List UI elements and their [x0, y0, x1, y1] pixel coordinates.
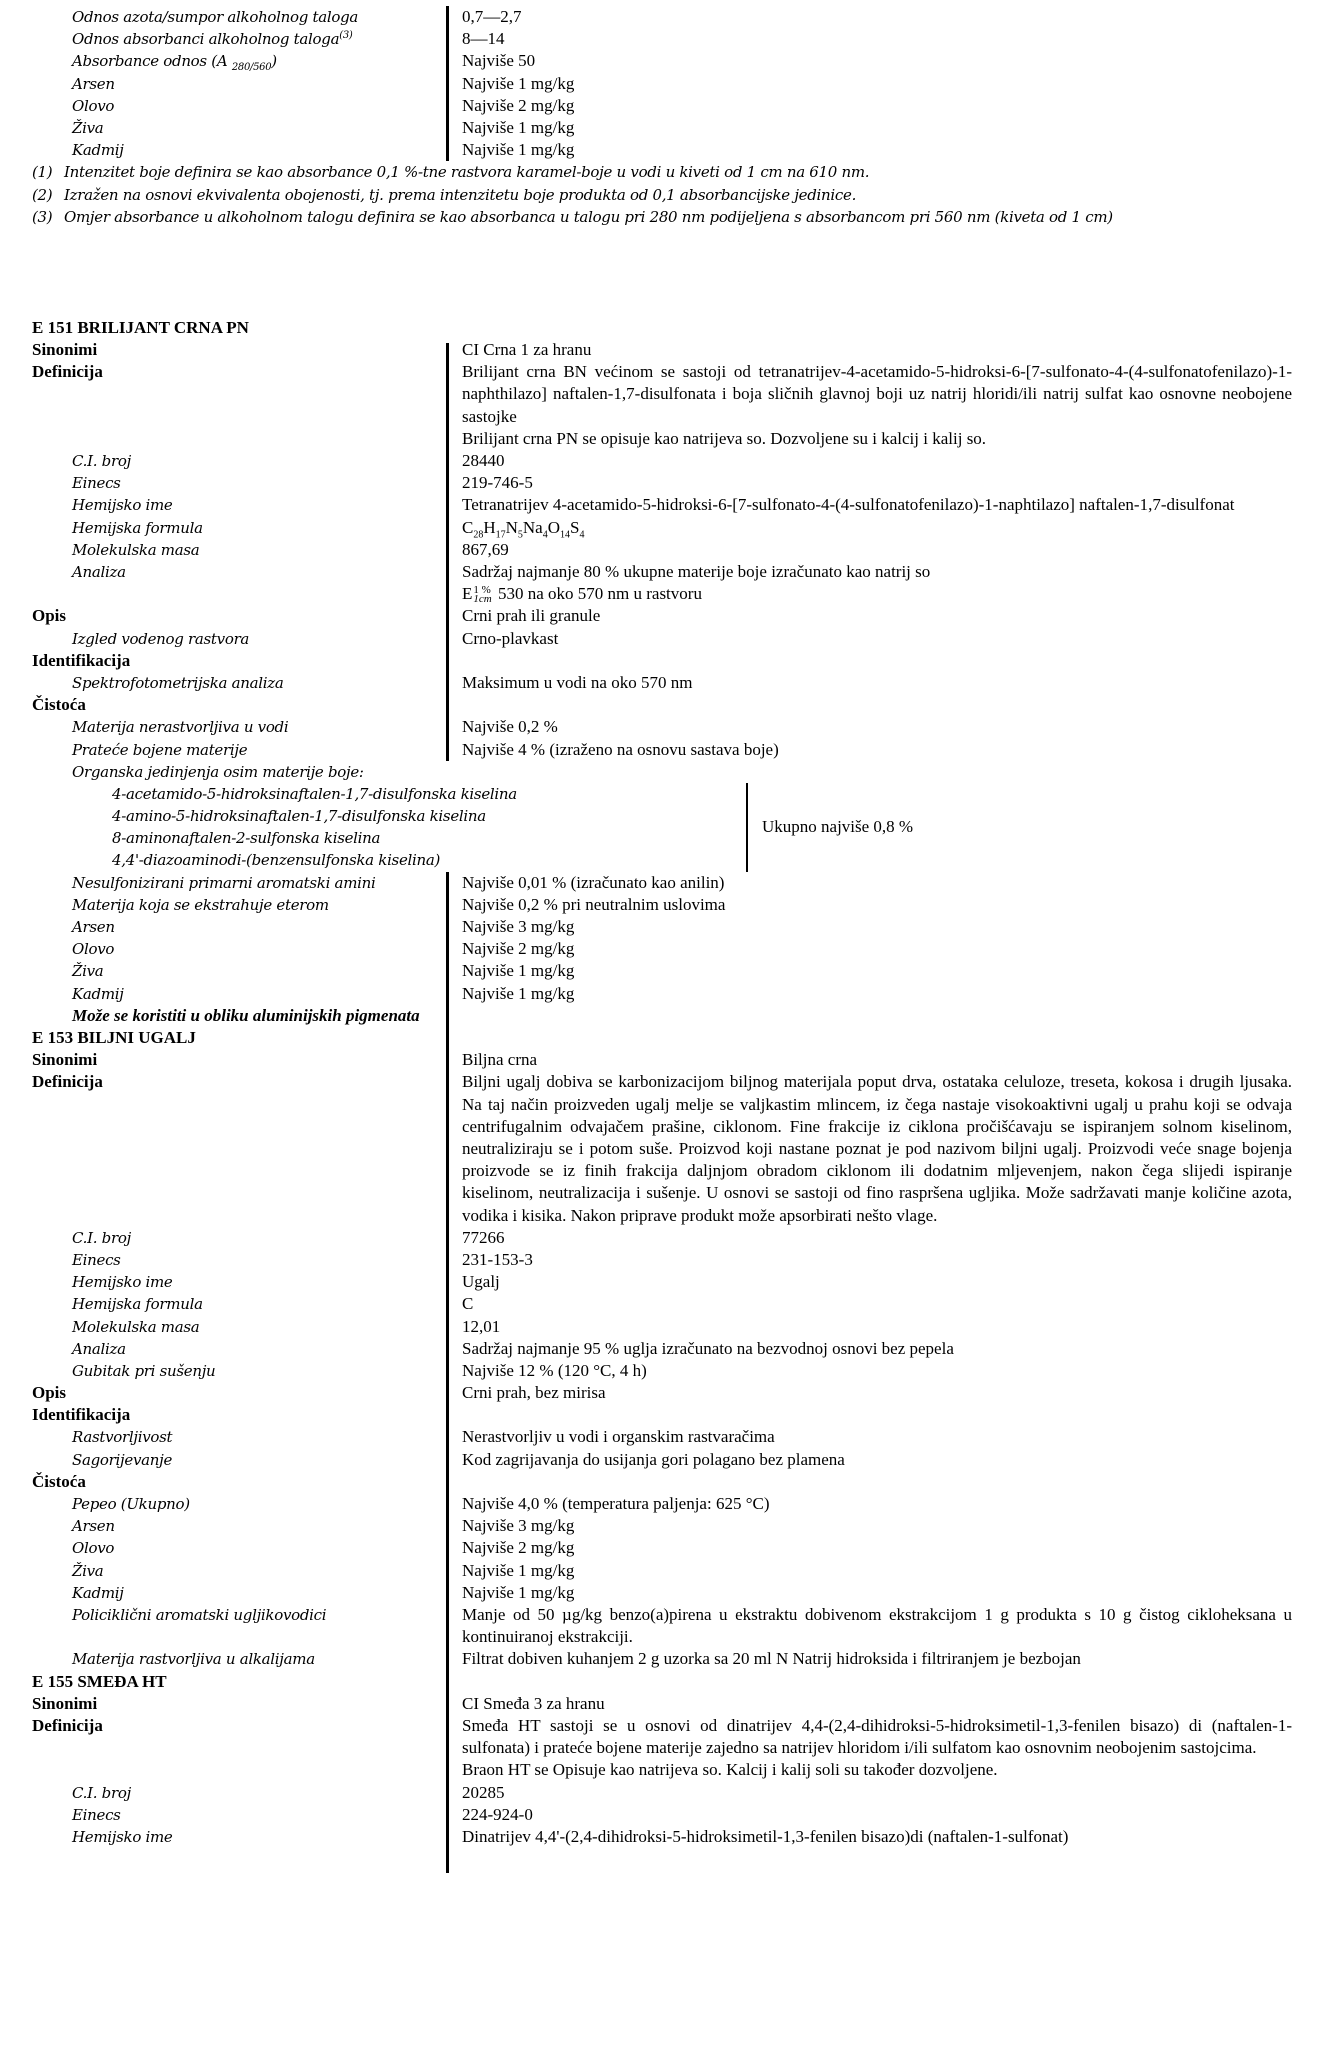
spec-row [0, 1271, 1340, 1293]
spec-value: Brilijant crna PN se opisuje kao natrijeva so. Dozvoljene su i kalcij i kalij so. [462, 428, 987, 448]
spec-label: Kadmij [72, 141, 124, 160]
spec-label: Einecs [72, 1250, 121, 1269]
spec-label: Identifikacija [32, 650, 131, 670]
spec-label: Olovo [72, 1539, 115, 1558]
spec-label: Einecs [72, 1805, 121, 1824]
spec-label: Hemijska formula [72, 1295, 203, 1314]
spec-value: Crni prah ili granule [462, 606, 601, 626]
spec-value: Najviše 4 % (izraženo na osnovu sastava boje) [462, 739, 779, 759]
spec-label: Sagorijevanje [72, 1450, 173, 1469]
spec-value: Maksimum u vodi na oko 570 nm [462, 672, 693, 692]
spec-row [0, 1582, 1340, 1604]
spec-label: Arsen [72, 74, 115, 93]
spec-label: Odnos absorbanci alkoholnog taloga$^{(3)}$ [72, 30, 353, 49]
footnotes [0, 161, 1340, 228]
spec-label: Čistoća [32, 1471, 86, 1491]
spec-value: Najviše 2 mg/kg [462, 95, 575, 115]
formula-subscript: 17 [495, 529, 506, 541]
spec-label: Pepeo (Ukupno) [72, 1495, 190, 1514]
spec-label: Olovo [72, 940, 115, 959]
footnote: (1) Intenzitet boje definira se kao absorbance 0,1 %-tne rastvora karamel-boje u vodi u kiveti od 1 cm na 610 nm. [32, 163, 870, 182]
footnote: (2) Izražen na osnovi ekvivalenta obojenosti, tj. prema intenzitetu boje produkta od 0,1 absorbancijske jedinice. [32, 185, 857, 204]
spec-row [0, 117, 1340, 139]
spec-label: Olovo [72, 96, 115, 115]
spec-value: Najviše 4,0 % (temperatura paljenja: 625 °C) [462, 1494, 770, 1514]
spec-label: Opis [32, 1383, 67, 1403]
spec-label: Opis [32, 606, 67, 626]
spec-value: Sadržaj najmanje 80 % ukupne materije boje izračunato kao natrij so [462, 562, 931, 582]
spec-label: C.I. broj [72, 1783, 131, 1802]
spec-row [0, 983, 1340, 1005]
spec-label: Analiza [72, 1339, 126, 1358]
spec-value: Kod zagrijavanja do usijanja gori polagano bez plamena [462, 1449, 845, 1469]
spec-value: Braon HT se Opisuje kao natrijeva so. Kalcij i kalij soli su također dozvoljene. [462, 1760, 998, 1780]
formula-subscript: 28 [473, 529, 484, 541]
spec-value: Sadržaj najmanje 95 % uglja izračunato na bezvodnoj osnovi bez pepela [462, 1338, 954, 1358]
section-e151 [0, 317, 1340, 1027]
spec-row [0, 95, 1340, 117]
spec-value: Biljna crna [462, 1050, 538, 1070]
spec-value: Najviše 12 % (120 °C, 4 h) [462, 1360, 647, 1380]
spec-label: Molekulska masa [72, 1317, 200, 1336]
spec-row [0, 139, 1340, 161]
spec-row [0, 561, 1340, 605]
spec-label: Absorbance odnos (A $_{280/560}$) [72, 52, 277, 74]
compound-item: 4-amino-5-hidroksinaftalen-1,7-disulfonska kiselina [112, 807, 486, 826]
spec-row [0, 1515, 1340, 1537]
spec-row [0, 739, 1340, 761]
spec-label: Organska jedinjenja osim materije boje: [72, 762, 364, 781]
spec-row [0, 450, 1340, 472]
spec-row [0, 1715, 1340, 1782]
spec-row [0, 1382, 1340, 1404]
spec-label: Definicija [32, 362, 103, 382]
spec-row [0, 1471, 1340, 1493]
spec-row [0, 1426, 1340, 1448]
spec-value: Ugalj [462, 1272, 500, 1292]
top-spec-block [0, 6, 1340, 161]
section-title: E 155 SMEĐA HT [32, 1671, 167, 1691]
spec-row [0, 1693, 1340, 1715]
spec-row [0, 872, 1340, 894]
spec-label: Identifikacija [32, 1405, 131, 1425]
spec-label: Definicija [32, 1715, 103, 1735]
spec-value: 0,7—2,7 [462, 7, 522, 26]
spec-value: E 1 % 1cm 530 na oko 570 nm u rastvoru [462, 584, 702, 606]
spec-row [0, 938, 1340, 960]
spec-label: Gubitak pri sušenju [72, 1361, 216, 1380]
spec-row [0, 1316, 1340, 1338]
spec-value: Manje od 50 µg/kg benzo(a)pirena u ekstraktu dobivenom ekstrakcijom 1 g produkta s 10 g čistog cikloheksana u kontinuiranoj ekstrakciji. [462, 1604, 1292, 1647]
spec-row [0, 960, 1340, 982]
spec-label: Kadmij [72, 984, 124, 1003]
pigment-note: Može se koristiti u obliku aluminijskih pigmenata [72, 1005, 420, 1025]
spec-value: 231-153-3 [462, 1249, 533, 1269]
spec-label: C.I. broj [72, 452, 131, 471]
spec-value: Najviše 1 mg/kg [462, 140, 575, 160]
spec-label: Odnos azota/sumpor alkoholnog taloga [72, 8, 359, 26]
spec-row [0, 1049, 1340, 1071]
spec-label: Analiza [72, 563, 126, 582]
spec-row [0, 672, 1340, 694]
spec-label: Živa [72, 962, 104, 981]
spec-value: Najviše 0,01 % (izračunato kao anilin) [462, 872, 725, 892]
spec-row [0, 539, 1340, 561]
spec-row [0, 605, 1340, 627]
spec-row [0, 361, 1340, 450]
section-title: E 153 BILJNI UGALJ [32, 1027, 196, 1047]
group-value: Ukupno najviše 0,8 % [762, 816, 914, 836]
spec-label: Molekulska masa [72, 540, 200, 559]
spec-label: Hemijsko ime [72, 496, 173, 515]
document-page [0, 6, 1340, 1848]
formula-element: O [547, 517, 561, 537]
spec-row [0, 50, 1340, 72]
spec-row [0, 494, 1340, 516]
formula-element: C [462, 517, 474, 537]
spec-value: Najviše 1 mg/kg [462, 961, 575, 981]
spec-label: Prateće bojene materije [72, 740, 248, 759]
spec-label: Čistoća [32, 695, 86, 715]
spec-value: Najviše 0,2 % pri neutralnim uslovima [462, 894, 726, 914]
spec-row [0, 1338, 1340, 1360]
spec-label: Hemijska formula [72, 518, 203, 537]
formula-subscript: 5 [517, 529, 523, 541]
chemical-formula [462, 517, 1292, 539]
spec-label: Sinonimi [32, 1050, 98, 1070]
spec-value: Nerastvorljiv u vodi i organskim rastvaračima [462, 1427, 775, 1447]
spec-row [0, 1493, 1340, 1515]
spec-label: Materija rastvorljiva u alkalijama [72, 1650, 315, 1669]
spec-label: Materija koja se ekstrahuje eterom [72, 895, 329, 914]
spec-value: 20285 [462, 1782, 505, 1802]
compound-item: 4,4'-diazoaminodi-(benzensulfonska kiselina) [112, 851, 441, 870]
spec-row [0, 650, 1340, 672]
spec-value: Najviše 3 mg/kg [462, 917, 575, 937]
spec-label: Rastvorljivost [72, 1428, 173, 1447]
spec-label: Arsen [72, 918, 115, 937]
spec-value: Najviše 1 mg/kg [462, 117, 575, 137]
spec-value: Biljni ugalj dobiva se karbonizacijom biljnog materijala poput drva, ostataka celuloze, treseta, kokosa i drugih ljusaka. Na taj način proizveden ugalj melje se valjkastim mlincem, iz čega nastaje visokoaktivni ugalj u prahu koji se odvaja centrifugalnim odvajačem prašine, ciklonom. Fine frakcije iz ciklona pročišćavaju se ispiranjem solnom kiselinom, neutraliziraju se i potom suše. Proizvod koji nastane poznat je pod nazivom biljni ugalj. Proizvodi veće snage bojenja proizvode se iz finih frakcija daljnjom obradom ciklonom ili dodatnim mljevenjem, nakon čega slijedi ispiranje kiselinom, neutralizacija i sušenje. U osnovi se sastoji od fino raspršena ugljika. Može sadržavati manje količine azota, vodika i kisika. Nakon priprave produkt može apsorbirati nešto vlage. [462, 1072, 1292, 1225]
spec-label: Materija nerastvorljiva u vodi [72, 718, 289, 737]
formula-element: H [483, 517, 496, 537]
spec-value: 12,01 [462, 1316, 501, 1336]
spec-row [0, 6, 1340, 28]
formula-element: S [570, 517, 580, 537]
spec-row [0, 1782, 1340, 1804]
spec-label: Živa [72, 1561, 104, 1580]
formula-subscript: 4 [579, 529, 585, 541]
spec-row [0, 1560, 1340, 1582]
spec-row [0, 1537, 1340, 1559]
spec-row [0, 472, 1340, 494]
formula-subscript: 4 [542, 529, 548, 541]
spec-label: Sinonimi [32, 340, 98, 360]
section-title: E 151 BRILIJANT CRNA PN [32, 317, 249, 337]
spec-value: Najviše 1 mg/kg [462, 983, 575, 1003]
compound-item: 4-acetamido-5-hidroksinaftalen-1,7-disulfonska kiselina [112, 784, 517, 803]
organic-compounds-group [0, 761, 1340, 872]
section-e153 [0, 1027, 1340, 1671]
spec-label: Arsen [72, 1517, 115, 1536]
spec-row [0, 894, 1340, 916]
spec-value: Najviše 2 mg/kg [462, 1538, 575, 1558]
spec-label: Hemijsko ime [72, 1273, 173, 1292]
spec-label: C.I. broj [72, 1228, 131, 1247]
formula-element: Na [522, 517, 543, 537]
spec-value: Najviše 50 [462, 51, 536, 71]
spec-label: Spektrofotometrijska analiza [72, 673, 284, 692]
spec-value: 28440 [462, 451, 505, 471]
spec-label: Policiklični aromatski ugljikovodici [72, 1605, 327, 1624]
spec-value: Najviše 1 mg/kg [462, 1582, 575, 1602]
spec-value: 867,69 [462, 539, 509, 559]
spec-value: C [462, 1294, 474, 1314]
compound-item: 8-aminonaftalen-2-sulfonska kiselina [112, 829, 381, 848]
spec-value: 224-924-0 [462, 1804, 533, 1824]
formula-subscript: 14 [560, 529, 571, 541]
spec-value: Tetranatrijev 4-acetamido-5-hidroksi-6-[7-sulfonato-4-(4-sulfonatofenilazo)-1-naphtilazo] naftalen-1,7-disulfonat [462, 495, 1235, 515]
spec-value: Filtrat dobiven kuhanjem 2 g uzorka sa 20 ml N Natrij hidroksida i filtriranjem je bezbojan [462, 1649, 1081, 1669]
spec-row [0, 1249, 1340, 1271]
spec-row [0, 1293, 1340, 1315]
footnote: (3) Omjer absorbance u alkoholnom talogu definira se kao absorbanca u talogu pri 280 nm podijeljena s absorbancom pri 560 nm (kiveta od 1 cm) [32, 207, 1113, 226]
spec-row [0, 1826, 1340, 1848]
spec-row [0, 761, 1340, 783]
spec-value: 77266 [462, 1227, 505, 1247]
spec-label: Definicija [32, 1072, 103, 1092]
spec-row [0, 716, 1340, 738]
spec-row [0, 1071, 1340, 1226]
spec-row [0, 1804, 1340, 1826]
spec-value: Najviše 3 mg/kg [462, 1516, 575, 1536]
spec-label: Hemijsko ime [72, 1827, 173, 1846]
spec-label: Živa [72, 118, 104, 137]
spec-row [0, 1227, 1340, 1249]
spec-row [0, 73, 1340, 95]
spec-value: CI Smeđa 3 za hranu [462, 1693, 605, 1713]
spec-value: CI Crna 1 za hranu [462, 340, 592, 360]
spec-value: Smeđa HT sastoji se u osnovi od dinatrijev 4,4-(2,4-dihidroksi-5-hidroksimetil-1,3-fenilen bisazo) di (naftalen-1-sulfonata) i prateće bojene materije zajedno sa natrijev hloridom i/ili sulfatom kao osnovnim neobojenim sastojcima. [462, 1715, 1292, 1758]
spec-row [0, 339, 1340, 361]
spec-value: Najviše 1 mg/kg [462, 73, 575, 93]
spec-row [0, 1648, 1340, 1670]
spec-row [0, 517, 1340, 539]
spec-value: Dinatrijev 4,4'-(2,4-dihidroksi-5-hidroksimetil-1,3-fenilen bisazo)di (naftalen-1-sulfonat) [462, 1826, 1069, 1846]
spec-row [0, 1449, 1340, 1471]
spec-value: Najviše 2 mg/kg [462, 939, 575, 959]
spec-row [0, 916, 1340, 938]
spec-label: Izgled vodenog rastvora [72, 629, 250, 648]
spec-label: Nesulfonizirani primarni aromatski amini [72, 873, 376, 892]
spec-value: Najviše 1 mg/kg [462, 1560, 575, 1580]
spec-row [0, 28, 1340, 50]
spec-row [0, 1360, 1340, 1382]
spec-value: Crni prah, bez mirisa [462, 1383, 606, 1403]
spec-label: Sinonimi [32, 1693, 98, 1713]
spec-value: Crno-plavkast [462, 628, 559, 648]
spec-label: Einecs [72, 474, 121, 493]
spec-value: 219-746-5 [462, 473, 533, 493]
section-e155 [0, 1671, 1340, 1849]
spec-row [0, 694, 1340, 716]
spec-value: 8—14 [462, 29, 505, 49]
spec-value: Najviše 0,2 % [462, 717, 558, 737]
spec-row [0, 628, 1340, 650]
spec-label: Kadmij [72, 1583, 124, 1602]
spec-row [0, 1604, 1340, 1648]
spec-row [0, 1404, 1340, 1426]
spec-value: Brilijant crna BN većinom se sastoji od tetranatrijev-4-acetamido-5-hidroksi-6-[7-sulfonato-4-(4-sulfonatofenilazo)-1-naphthilazo] naftalen-1,7-disulfonata i boja sličnih glavnoj boji uz natrij hloridi/ili natrij sulfat kao osnovne neobojene sastojke [462, 362, 1292, 426]
formula-element: N [505, 517, 518, 537]
